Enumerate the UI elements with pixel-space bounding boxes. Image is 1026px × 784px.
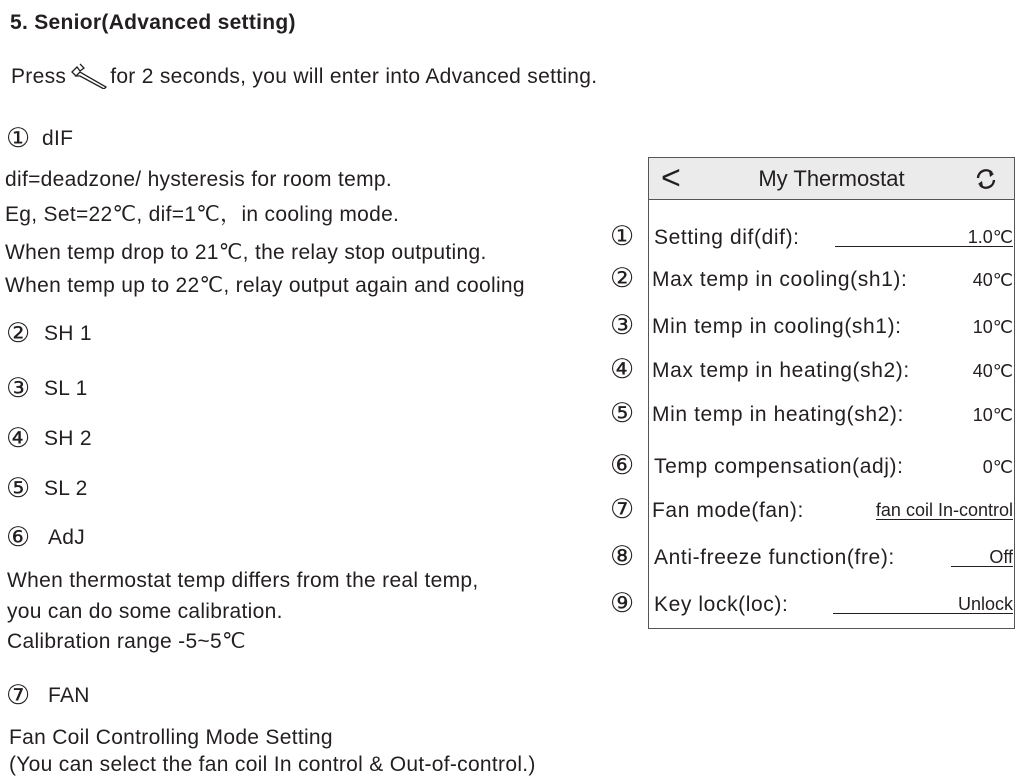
heading-label: FAN — [48, 684, 90, 707]
setting-value[interactable]: fan coil In-control — [875, 500, 1013, 520]
circled-number: ⑤ — [6, 473, 31, 503]
text-line: When temp up to 22℃, relay output again and cooling — [5, 274, 525, 297]
text-line: Calibration range -5~5℃ — [7, 630, 246, 653]
setting-label: Temp compensation(adj): — [654, 455, 904, 478]
setting-value[interactable]: 40℃ — [972, 270, 1013, 290]
setting-row-sh2-min[interactable] — [610, 397, 1015, 433]
wrench-icon — [66, 63, 110, 89]
setting-row-adj[interactable] — [610, 449, 1015, 485]
circled-number: ② — [6, 318, 31, 348]
setting-label: Key lock(loc): — [654, 593, 789, 616]
item-label: SL 2 — [44, 477, 88, 500]
refresh-icon[interactable] — [974, 167, 998, 191]
text-line: When thermostat temp differs from the real temp, — [7, 569, 479, 592]
text-line: you can do some calibration. — [7, 600, 283, 623]
setting-value[interactable]: 10℃ — [972, 317, 1013, 337]
item-label: SH 1 — [44, 322, 92, 345]
circled-number: ⑤ — [610, 398, 635, 428]
item-label: SH 2 — [44, 427, 92, 450]
circled-number: ② — [610, 263, 635, 293]
back-button[interactable]: < — [661, 159, 681, 197]
setting-label: Anti-freeze function(fre): — [654, 546, 895, 569]
text-line: When temp drop to 21℃, the relay stop outputing. — [5, 241, 487, 264]
setting-label: Min temp in heating(sh2): — [652, 403, 904, 426]
circled-number: ① — [610, 221, 635, 251]
setting-row-fre[interactable] — [610, 540, 1015, 576]
heading-label: dIF — [42, 127, 74, 150]
setting-value[interactable]: Unlock — [833, 595, 1013, 614]
setting-value[interactable]: 0℃ — [982, 457, 1013, 477]
text-line: Eg, Set=22℃, dif=1℃，in cooling mode. — [5, 203, 400, 226]
setting-row-fan[interactable] — [610, 493, 1015, 529]
circled-number: ③ — [610, 310, 635, 340]
item-label: AdJ — [48, 526, 86, 549]
item-label: SL 1 — [44, 377, 88, 400]
circled-number: ④ — [610, 354, 635, 384]
setting-label: Setting dif(dif): — [654, 226, 800, 249]
setting-row-sh1-max[interactable] — [610, 262, 1015, 298]
intro-before: Press — [11, 65, 67, 88]
intro-line — [11, 63, 597, 89]
setting-label: Min temp in cooling(sh1): — [652, 315, 902, 338]
circled-number: ⑥ — [610, 450, 635, 480]
text-line: (You can select the fan coil In control & Out-of-control.) — [9, 753, 536, 776]
panel-header — [649, 158, 1014, 200]
setting-value[interactable]: 1.0℃ — [835, 228, 1013, 247]
setting-label: Max temp in heating(sh2): — [652, 359, 910, 382]
setting-row-sh2-max[interactable] — [610, 353, 1015, 389]
circled-number: ⑦ — [6, 680, 31, 710]
setting-value[interactable]: 10℃ — [972, 405, 1013, 425]
section-title: 5. Senior(Advanced setting) — [10, 11, 296, 34]
circled-number: ⑥ — [6, 522, 31, 552]
panel-title: My Thermostat — [758, 166, 905, 191]
circled-number: ③ — [6, 373, 31, 403]
text-line: dif=deadzone/ hysteresis for room temp. — [5, 168, 392, 191]
setting-label: Max temp in cooling(sh1): — [652, 268, 908, 291]
setting-row-loc[interactable] — [610, 587, 1015, 623]
setting-value[interactable]: 40℃ — [972, 361, 1013, 381]
setting-value[interactable]: Off — [951, 548, 1013, 567]
text-line: Fan Coil Controlling Mode Setting — [9, 726, 333, 749]
intro-after: for 2 seconds, you will enter into Advanced setting. — [110, 65, 598, 88]
setting-row-dif[interactable] — [610, 220, 1015, 256]
circled-number: ⑨ — [610, 588, 635, 618]
setting-label: Fan mode(fan): — [652, 499, 804, 522]
setting-row-sh1-min[interactable] — [610, 309, 1015, 345]
circled-number: ⑦ — [610, 494, 635, 524]
circled-number: ⑧ — [610, 541, 635, 571]
circled-number: ① — [6, 123, 31, 153]
circled-number: ④ — [6, 423, 31, 453]
